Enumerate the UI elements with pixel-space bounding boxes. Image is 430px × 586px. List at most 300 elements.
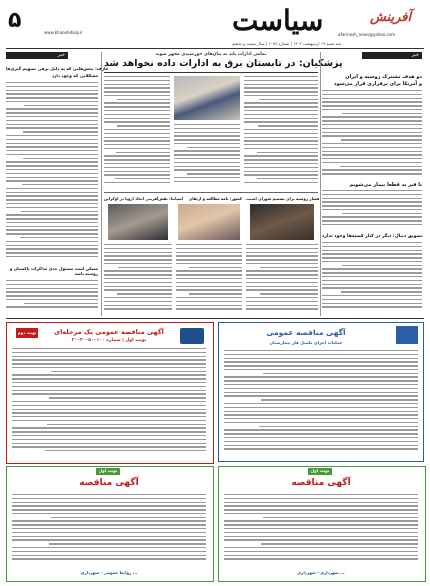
text-line <box>21 211 98 212</box>
text-line <box>104 84 170 85</box>
text-line <box>6 280 98 281</box>
text-line <box>104 252 172 253</box>
text-line <box>104 133 170 134</box>
text-line <box>12 532 206 533</box>
text-line <box>322 201 422 202</box>
text-line <box>259 99 318 100</box>
text-line <box>12 401 206 402</box>
text-line <box>104 305 172 306</box>
text-line <box>340 166 422 167</box>
text-line <box>244 171 318 172</box>
ad-red-badge: نوبت دوم <box>16 328 38 338</box>
text-line <box>12 439 206 440</box>
text-line <box>104 297 172 298</box>
text-line <box>176 282 242 283</box>
text-line <box>257 152 318 153</box>
text-line <box>6 101 98 102</box>
text-line <box>104 159 170 160</box>
text-line <box>174 158 240 159</box>
text-line <box>176 255 242 256</box>
text-line <box>244 155 318 156</box>
text-line <box>104 248 172 249</box>
text-line <box>224 407 418 408</box>
text-line <box>224 418 418 419</box>
text-line <box>104 137 170 138</box>
text-line <box>322 90 422 91</box>
text-line <box>12 520 206 521</box>
text-line <box>12 502 206 503</box>
text-line <box>176 244 242 245</box>
text-line <box>6 97 98 98</box>
text-line <box>104 308 172 309</box>
text-line <box>189 293 242 294</box>
text-line <box>244 137 318 138</box>
text-line <box>322 105 422 106</box>
text-line <box>6 203 98 204</box>
text-line <box>12 494 206 495</box>
text-line <box>6 116 98 117</box>
text-line <box>104 282 172 283</box>
text-line <box>12 390 206 391</box>
text-line <box>12 547 206 548</box>
text-line <box>104 106 170 107</box>
text-line <box>244 163 318 164</box>
right-item1-head: دو هدف مشترک روسیه و ایران <box>345 74 422 80</box>
text-line <box>224 509 418 510</box>
text-line <box>322 169 422 170</box>
text-line <box>244 118 318 119</box>
text-line <box>104 259 172 260</box>
text-line <box>104 263 172 264</box>
text-line <box>12 551 206 552</box>
text-line <box>104 270 172 271</box>
text-line <box>224 361 418 362</box>
text-line <box>244 110 318 111</box>
ad-green-right-title: آگهی مناقصه <box>291 478 351 488</box>
text-line <box>6 180 98 181</box>
text-line <box>6 165 98 166</box>
text-line <box>6 108 98 109</box>
ad-blue-title: آگهی مناقصه عمومی <box>266 328 346 337</box>
text-line <box>6 169 98 170</box>
left-col-text-1 <box>6 82 98 262</box>
ad-green-left-text <box>12 494 206 566</box>
right-item2-head: با قیر بد قطعا بیمار می‌شویم <box>349 182 422 188</box>
right-col-text-2 <box>322 190 422 230</box>
text-line <box>322 173 422 174</box>
text-line <box>6 150 98 151</box>
text-line <box>22 184 98 185</box>
text-line <box>12 393 206 394</box>
text-line <box>322 280 422 281</box>
right-col-text-1 <box>322 90 422 178</box>
text-line <box>6 199 98 200</box>
text-line <box>6 288 98 289</box>
left-section-label: خبر <box>6 52 68 59</box>
text-line <box>104 118 170 119</box>
text-line <box>224 392 418 393</box>
text-line <box>322 120 422 121</box>
text-line <box>341 291 422 292</box>
text-line <box>224 536 418 537</box>
ad-blue-sub: عملیات اجرای تکمیل فاز بیمارستان <box>269 340 343 345</box>
text-line <box>104 155 170 156</box>
email-right: afarinesh_news@yahoo.com <box>338 32 396 37</box>
text-line <box>12 382 206 383</box>
ad-blue-logo <box>396 326 418 344</box>
text-line <box>51 517 206 518</box>
text-line <box>104 114 170 115</box>
text-line <box>12 427 206 428</box>
date-line: سه شنبه ۱۹ اردیبهشت ۱۴۰۲ | شماره ۶۰۷۷ | سال بیست و ششم <box>232 41 342 46</box>
text-line <box>104 87 170 88</box>
text-line <box>104 91 170 92</box>
text-line <box>342 265 422 266</box>
text-line <box>263 517 418 518</box>
text-line <box>244 95 318 96</box>
text-line <box>246 252 318 253</box>
left-col-text-2 <box>6 280 98 314</box>
ads-top-rule <box>6 318 424 319</box>
text-line <box>49 397 206 398</box>
text-line <box>224 369 418 370</box>
text-line <box>47 424 206 425</box>
text-line <box>176 297 242 298</box>
text-line <box>174 135 240 136</box>
text-line <box>12 409 206 410</box>
text-line <box>6 229 98 230</box>
text-line <box>244 106 318 107</box>
text-line <box>322 151 422 152</box>
text-line <box>6 245 98 246</box>
text-line <box>224 524 418 525</box>
text-line <box>6 233 98 234</box>
text-line <box>246 270 318 271</box>
text-line <box>176 301 242 302</box>
text-line <box>6 146 98 147</box>
col-sep-2 <box>320 52 321 316</box>
text-line <box>6 86 98 87</box>
text-line <box>6 161 98 162</box>
text-line <box>104 301 172 302</box>
text-line <box>224 388 418 389</box>
text-line <box>322 295 422 296</box>
text-line <box>263 373 418 374</box>
text-line <box>224 532 418 533</box>
ad-green-left-title: آگهی مناقصه <box>79 478 139 488</box>
text-line <box>322 158 422 159</box>
text-line <box>246 248 318 249</box>
text-line <box>342 213 422 214</box>
text-line <box>246 282 318 283</box>
text-line <box>244 102 318 103</box>
text-line <box>246 278 318 279</box>
text-line <box>322 284 422 285</box>
text-line <box>12 378 206 379</box>
text-line <box>6 195 98 196</box>
text-line <box>6 82 98 83</box>
right-section-label: خبر <box>362 52 422 59</box>
text-line <box>244 148 318 149</box>
text-line <box>187 173 240 174</box>
text-line <box>322 132 422 133</box>
text-line <box>6 252 98 253</box>
text-line <box>176 248 242 249</box>
text-line <box>322 194 422 195</box>
text-line <box>224 448 418 449</box>
text-line <box>224 445 418 446</box>
text-line <box>23 131 98 132</box>
text-line <box>6 248 98 249</box>
text-line <box>6 135 98 136</box>
text-line <box>6 256 98 257</box>
text-line <box>224 376 418 377</box>
text-line <box>322 190 422 191</box>
text-line <box>12 435 206 436</box>
text-line <box>174 128 240 129</box>
text-line <box>224 384 418 385</box>
text-line <box>244 114 318 115</box>
text-line <box>224 429 418 430</box>
text-line <box>244 144 318 145</box>
text-line <box>104 102 170 103</box>
text-line <box>12 416 206 417</box>
text-line <box>104 286 172 287</box>
text-line <box>224 433 418 434</box>
text-line <box>12 348 206 349</box>
text-line <box>322 94 422 95</box>
text-line <box>187 147 240 148</box>
text-line <box>322 306 422 307</box>
text-line <box>260 267 318 268</box>
text-line <box>6 226 98 227</box>
text-line <box>6 143 98 144</box>
text-line <box>117 125 170 126</box>
text-line <box>322 98 422 99</box>
mid-story-a-photo <box>250 204 314 240</box>
text-line <box>104 144 170 145</box>
masthead-rule <box>6 48 424 49</box>
text-line <box>224 395 418 396</box>
text-line <box>244 91 318 92</box>
text-line <box>246 259 318 260</box>
text-line <box>176 270 242 271</box>
text-line <box>174 169 240 170</box>
text-line <box>104 163 170 164</box>
text-line <box>261 399 418 400</box>
text-line <box>322 143 422 144</box>
text-line <box>244 80 318 81</box>
main-text-mid <box>174 124 240 188</box>
text-line <box>12 405 206 406</box>
text-line <box>12 420 206 421</box>
text-line <box>12 367 206 368</box>
right-col-text-3 <box>322 242 422 314</box>
text-line <box>244 182 318 183</box>
text-line <box>104 278 172 279</box>
text-line <box>104 76 170 77</box>
text-line <box>246 297 318 298</box>
text-line <box>24 105 98 106</box>
text-line <box>104 140 170 141</box>
ad-red-title: آگهی مناقصه عمومی یک مرحله‌ای <box>54 328 164 336</box>
text-line <box>176 305 242 306</box>
text-line <box>12 431 206 432</box>
text-line <box>322 299 422 300</box>
text-line <box>322 205 422 206</box>
text-line <box>174 181 240 182</box>
text-line <box>224 547 418 548</box>
text-line <box>224 350 418 351</box>
text-line <box>322 128 422 129</box>
left-head-2: مشکلاتی که وجود دارد <box>51 73 98 78</box>
text-line <box>6 299 98 300</box>
text-line <box>322 209 422 210</box>
text-line <box>322 261 422 262</box>
brand-logo: آفرینش <box>370 10 412 25</box>
text-line <box>244 129 318 130</box>
text-line <box>12 524 206 525</box>
text-line <box>224 441 418 442</box>
text-line <box>246 263 318 264</box>
text-line <box>45 450 206 451</box>
text-line <box>174 139 240 140</box>
text-line <box>12 356 206 357</box>
text-line <box>6 214 98 215</box>
text-line <box>174 166 240 167</box>
text-line <box>6 192 98 193</box>
text-line <box>20 237 98 238</box>
text-line <box>6 90 98 91</box>
left-head-1: عارف: بخش‌هایی که به دلیل برقی تسهیم گیری‌ها <box>6 66 109 71</box>
text-line <box>104 110 170 111</box>
text-line <box>246 308 318 309</box>
ad-red-logo <box>180 328 204 344</box>
text-line <box>104 274 172 275</box>
main-photo <box>174 76 240 120</box>
left-head-3: مسکن است مسئول جدی مذاکرات پاکستان و روسیه باشد <box>9 266 98 276</box>
text-line <box>224 558 418 559</box>
text-line <box>104 182 170 183</box>
text-line <box>12 374 206 375</box>
text-line <box>224 498 418 499</box>
text-line <box>104 244 172 245</box>
text-line <box>224 502 418 503</box>
text-line <box>244 121 318 122</box>
mid-story-a-text <box>246 244 318 314</box>
text-line <box>322 303 422 304</box>
text-line <box>174 150 240 151</box>
text-line <box>104 171 170 172</box>
text-line <box>6 218 98 219</box>
text-line <box>224 437 418 438</box>
text-line <box>224 365 418 366</box>
text-line <box>176 263 242 264</box>
text-line <box>322 246 422 247</box>
text-line <box>6 241 98 242</box>
text-line <box>244 76 318 77</box>
text-line <box>322 242 422 243</box>
main-text-right <box>244 76 318 188</box>
text-line <box>322 250 422 251</box>
text-line <box>246 301 318 302</box>
text-line <box>51 371 206 372</box>
mid-story-b-head: کشور: نامه مطالعه و ارتقای <box>188 196 242 201</box>
text-line <box>322 257 422 258</box>
text-line <box>104 255 172 256</box>
email-left: www.khanehdaily.ir <box>44 30 83 35</box>
text-line <box>12 363 206 364</box>
mid-story-c-text <box>104 244 172 314</box>
text-line <box>322 276 422 277</box>
text-line <box>322 220 422 221</box>
text-line <box>246 286 318 287</box>
text-line <box>244 84 318 85</box>
ad-green-right-text <box>224 494 418 566</box>
text-line <box>12 536 206 537</box>
mid-story-b-text <box>176 244 242 314</box>
text-line <box>322 154 422 155</box>
mid-story-a-head: فشار روسیه برای تصمیم شورای امنیت <box>246 196 320 201</box>
text-line <box>115 178 170 179</box>
text-line <box>104 167 170 168</box>
text-line <box>6 284 98 285</box>
text-line <box>174 124 240 125</box>
text-line <box>174 132 240 133</box>
text-line <box>246 274 318 275</box>
text-line <box>12 498 206 499</box>
text-line <box>224 513 418 514</box>
text-line <box>12 558 206 559</box>
text-line <box>104 80 170 81</box>
text-line <box>176 259 242 260</box>
text-line <box>224 422 418 423</box>
text-line <box>6 295 98 296</box>
text-line <box>322 135 422 136</box>
text-line <box>23 158 98 159</box>
text-line <box>224 411 418 412</box>
text-line <box>12 539 206 540</box>
ad-red-table <box>12 348 206 458</box>
main-headline: پزشکیان: در تابستان برق به ادارات داده نخواهد شد <box>104 58 343 69</box>
text-line <box>224 555 418 556</box>
text-line <box>6 154 98 155</box>
text-line <box>104 289 172 290</box>
mid-story-b-photo <box>178 204 240 240</box>
text-line <box>224 403 418 404</box>
text-line <box>189 267 242 268</box>
text-line <box>117 99 170 100</box>
text-line <box>244 87 318 88</box>
text-line <box>244 174 318 175</box>
text-line <box>224 539 418 540</box>
text-line <box>117 293 172 294</box>
text-line <box>322 124 422 125</box>
text-line <box>224 380 418 381</box>
text-line <box>260 293 318 294</box>
text-line <box>257 178 318 179</box>
text-line <box>49 543 206 544</box>
text-line <box>246 255 318 256</box>
text-line <box>174 154 240 155</box>
text-line <box>246 305 318 306</box>
text-line <box>246 244 318 245</box>
main-bottom-rule <box>104 192 318 193</box>
text-line <box>322 253 422 254</box>
text-line <box>6 222 98 223</box>
text-line <box>322 287 422 288</box>
text-line <box>24 303 98 304</box>
